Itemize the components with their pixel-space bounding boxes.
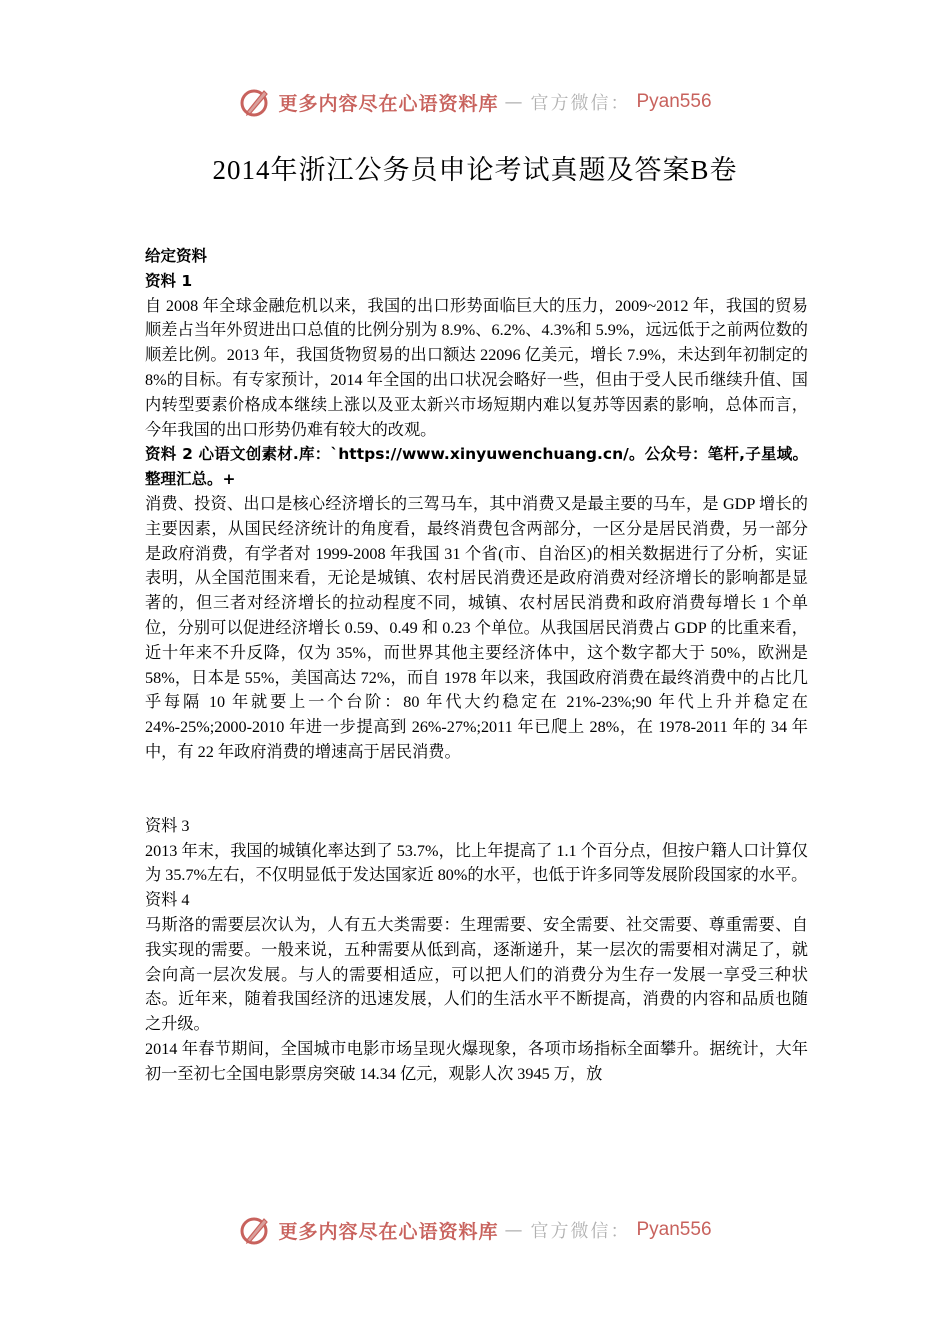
watermark-banner-top (0, 82, 950, 122)
watermark-banner-bottom (0, 1210, 950, 1250)
material-2-heading: 资料 2 心语文创素材.库：`https://www.xinyuwenchuang.cn/。公众号：笔杆,子星域。整理汇总。+ (145, 445, 808, 489)
material-4-heading: 资料 4 (145, 891, 190, 910)
material-4-text-continued: 2014 年春节期间，全国城市电影市场呈现火爆现象，各项市场指标全面攀升。据统计，大年初一至初七全国电影票房突破 14.34 亿元，观影人次 3945 万，放 (145, 1039, 808, 1083)
watermark-content (238, 85, 711, 119)
material-1-heading: 资料 1 (145, 271, 193, 290)
material-4-text: 马斯洛的需要层次认为，人有五大类需要：生理需要、安全需要、社交需要、尊重需要、自我实现的需要。一般来说，五种需要从低到高，逐渐递升，某一层次的需要相对满足了，就会向高一层次发展。与人的需要相适应，可以把人们的消费分为生存一发展一享受三种状态。近年来，随着我国经济的迅速发展，人们的生活水平不断提高，消费的内容和品质也随之升级。 (145, 915, 808, 1034)
watermark-label: 官方微信： (530, 93, 631, 114)
material-2-text: 消费、投资、出口是核心经济增长的三驾马车，其中消费又是最主要的马车，是 GDP 增长的主要因素，从国民经济统计的角度看，最终消费包含两部分，一区分是居民消费，另一部分是政府消费，有学者对 1999-2008 年我国 31 个省(市、自治区)的相关数据进行了分析，实证表明，从全国范围来看，无论是城镇、农村居民消费还是政府消费对经济增长的影响都是显著的，但三者对经济增长的拉动程度不同，城镇、农村居民消费和政府消费每增长 1 个单位，分别可以促进经济增长 0.59、0.49 和 0.23 个单位。从我国居民消费占 GDP 的比重来看，近十年来不升反降，仅为 35%，而世界其他主要经济体中，这个数字都大于 50%，欧洲是 58%，日本是 55%，美国高达 72%，而自 1978 年以来，我国政府消费在最终消费中的占比几乎每隔 10 年就要上一个台阶：80 年代大约稳定在 21%-23%;90 年代上升并稳定在 24%-25%;2000-2010 年进一步提高到 26%-27%;2011 年已爬上 28%，在 1978-2011 年的 34 年中，有 22 年政府消费的增速高于居民消费。 (145, 494, 808, 761)
pen-logo-icon (238, 1213, 272, 1247)
watermark-wechat-id: Pyan556 (636, 91, 712, 112)
document-title: 2014年浙江公务员申论考试真题及答案B卷 (212, 155, 738, 185)
watermark-text: 更多内容尽在心语资料库 (278, 1220, 499, 1243)
watermark-wechat-id: Pyan556 (636, 1219, 712, 1240)
watermark-separator: — (504, 91, 525, 113)
section-heading: 给定资料 (145, 247, 208, 265)
material-1-text: 自 2008 年全球金融危机以来，我国的出口形势面临巨大的压力，2009~2012 年，我国的贸易顺差占当年外贸进出口总值的比例分别为 8.9%、6.2%、4.3%和 5.9%，远远低于之前两位数的顺差比例。2013 年，我国货物贸易的出口额达 22096 亿美元，增长 7.9%，未达到年初制定的 8%的目标。有专家预计，2014 年全国的出口状况会略好一些，但由于受人民币继续升值、国内转型要素价格成本继续上涨以及亚太新兴市场短期内难以复苏等因素的影响，总体而言，今年我国的出口形势仍难有较大的改观。 (145, 296, 808, 439)
watermark-label: 官方微信： (530, 1221, 631, 1242)
watermark-separator: — (504, 1219, 525, 1241)
document-body (145, 244, 808, 1087)
watermark-text: 更多内容尽在心语资料库 (278, 92, 499, 115)
paragraph-gap (145, 765, 808, 814)
pen-logo-icon (238, 85, 272, 119)
material-3-text: 2013 年末，我国的城镇化率达到了 53.7%，比上年提高了 1.1 个百分点，但按户籍人口计算仅为 35.7%左右，不仅明显低于发达国家近 80%的水平，也低于许多同等发展阶段国家的水平。 (145, 841, 808, 885)
material-3-heading: 资料 3 (145, 816, 190, 835)
watermark-content (238, 1213, 711, 1247)
